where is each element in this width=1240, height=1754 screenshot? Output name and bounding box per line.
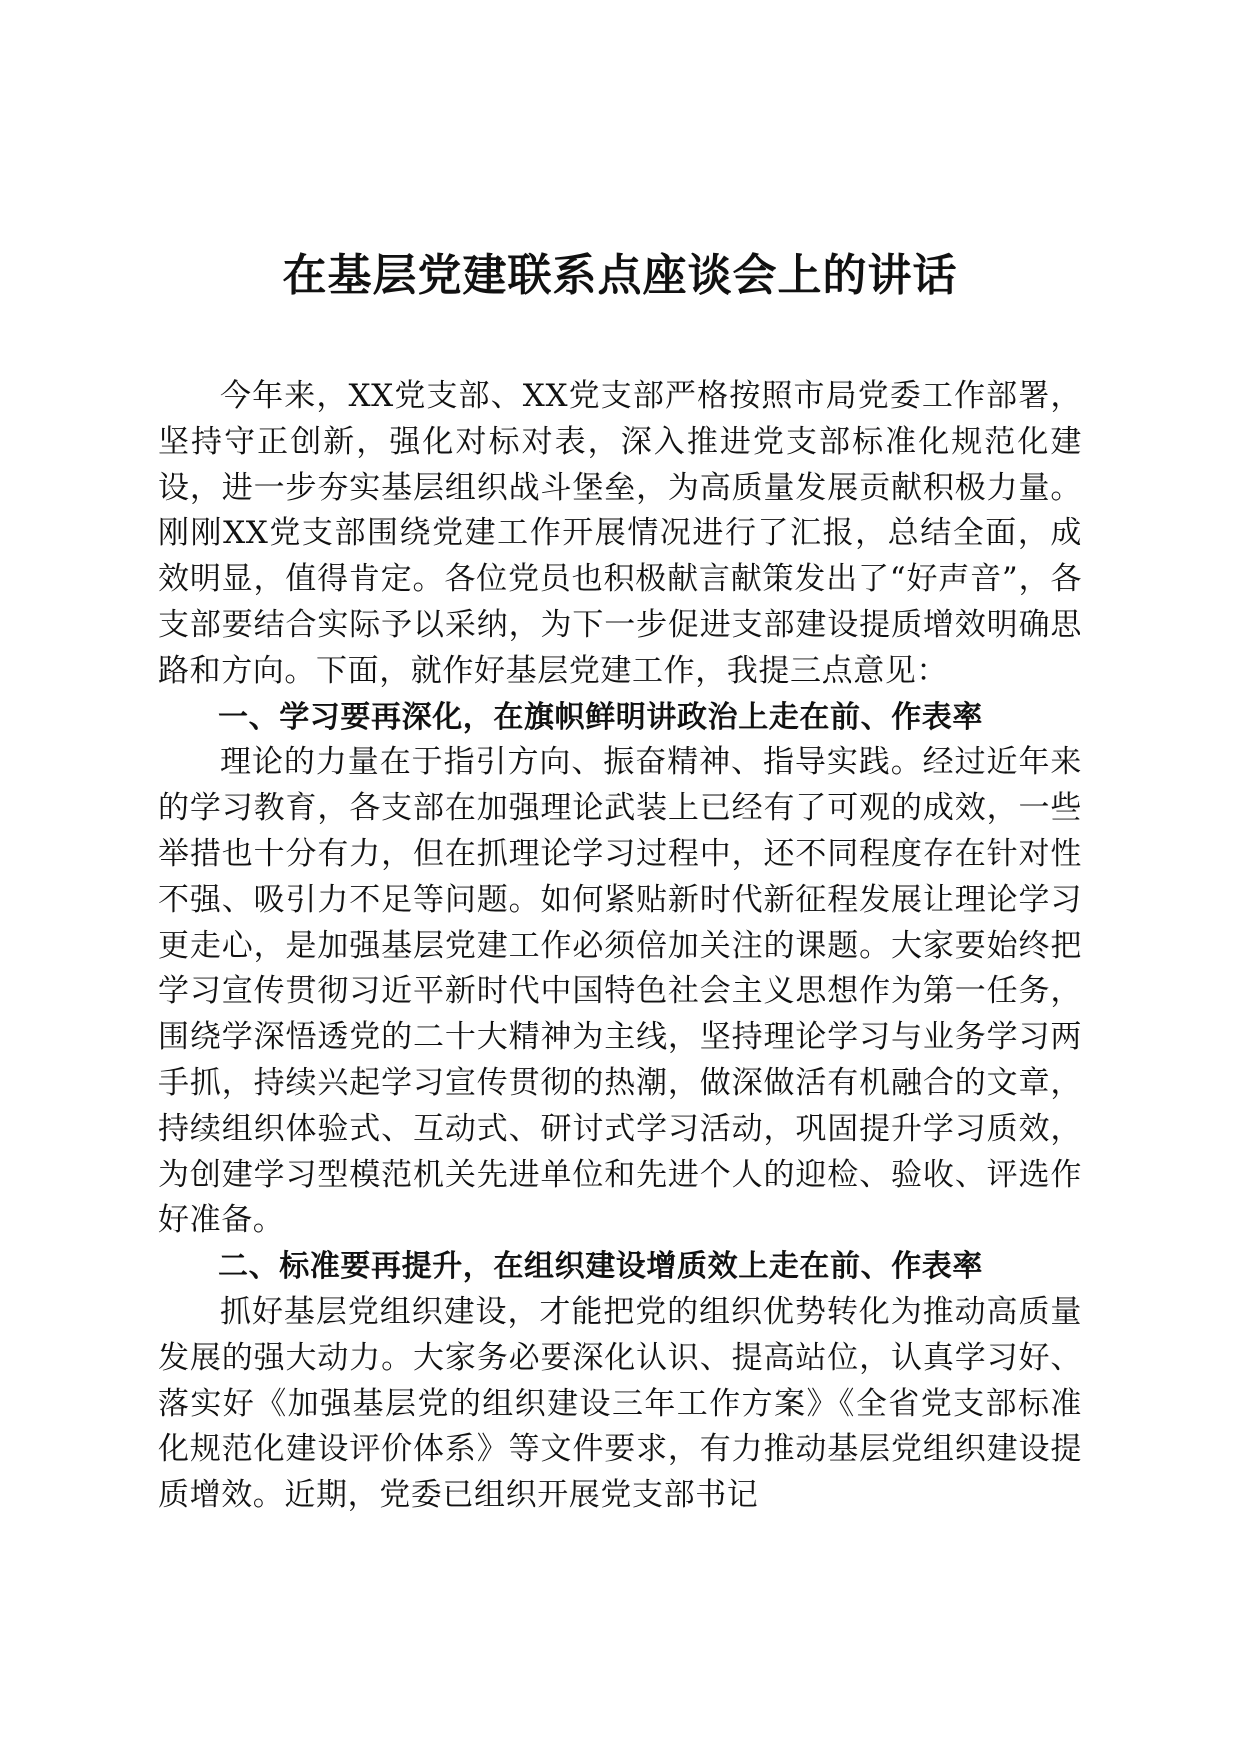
intro-paragraph: 今年来，XX党支部、XX党支部严格按照市局党委工作部署，坚持守正创新，强化对标对表，深入推进党支部标准化规范化建设，进一步夯实基层组织战斗堡垒，为高质量发展贡献积极力量。刚刚XX党支部围绕党建工作开展情况进行了汇报，总结全面，成效明显，值得肯定。各位党员也积极献言献策发出了“好声音”，各支部要结合实际予以采纳，为下一步促进支部建设提质增效明确思路和方向。下面，就作好基层党建工作，我提三点意见： — [158, 378, 1082, 689]
section-heading-1: 一、学习要再深化，在旗帜鲜明讲政治上走在前、作表率 — [218, 699, 983, 735]
document-body — [158, 374, 1082, 1519]
page-title: 在基层党建联系点座谈会上的讲话 — [282, 250, 958, 301]
section-paragraph-2: 抓好基层党组织建设，才能把党的组织优势转化为推动高质量发展的强大动力。大家务必要深化认识、提高站位，认真学习好、落实好《加强基层党的组织建设三年工作方案》《全省党支部标准化规范化建设评价体系》等文件要求，有力推动基层党组织建设提质增效。近期，党委已组织开展党支部书记 — [158, 1293, 1082, 1514]
section-paragraph-1: 理论的力量在于指引方向、振奋精神、指导实践。经过近年来的学习教育，各支部在加强理论武装上已经有了可观的成效，一些举措也十分有力，但在抓理论学习过程中，还不同程度存在针对性不强、吸引力不足等问题。如何紧贴新时代新征程发展让理论学习更走心，是加强基层党建工作必须倍加关注的课题。大家要始终把学习宣传贯彻习近平新时代中国特色社会主义思想作为第一任务，围绕学深悟透党的二十大精神为主线，坚持理论学习与业务学习两手抓，持续兴起学习宣传贯彻的热潮，做深做活有机融合的文章，持续组织体验式、互动式、研讨式学习活动，巩固提升学习质效，为创建学习型模范机关先进单位和先进个人的迎检、验收、评选作好准备。 — [158, 744, 1082, 1239]
section-heading-2: 二、标准要再提升，在组织建设增质效上走在前、作表率 — [218, 1249, 983, 1285]
